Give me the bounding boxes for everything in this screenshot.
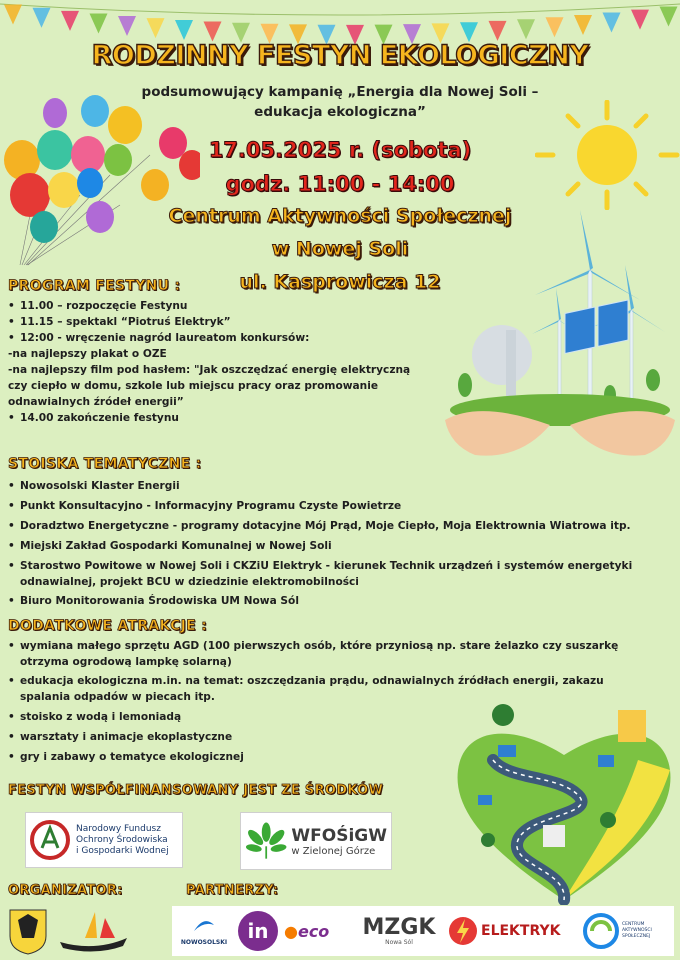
list-item: • 12:00 - wręczenie nagród laureatom konkursów: [8,332,310,344]
event-hours: godz. 11:00 - 14:00 [225,172,455,196]
stands-heading: STOISKA TEMATYCZNE : [8,456,202,472]
nfosigw-logo [25,812,183,868]
nfosigw-line-3: i Gospodarki Wodnej [76,845,169,856]
bunting-flag [489,21,507,41]
list-item: • Biuro Monitorowania Środowiska UM Nowa Sól [8,595,299,607]
partner-nowosolski-logo: NOWOSOLSKI [176,917,232,946]
list-item: • Nowosolski Klaster Energii [8,480,180,492]
list-item: • edukacja ekologiczna m.in. na temat: oszczędzania prądu, odnawialnych źródłach energii, zakazu [8,675,604,687]
wave-icon [192,917,216,935]
wfosigw-name: WFOŚiGW [291,825,387,846]
nfosigw-emblem-icon [30,818,70,862]
program-list [8,298,448,426]
bunting-flag [546,17,564,37]
bunting-flag [118,16,136,36]
venue-name: Centrum Aktywności Społecznej [168,205,512,227]
bunting-flag [61,11,79,31]
subtitle-line-1: podsumowujący kampanię „Energia dla Nowej Soli – [141,84,539,100]
list-item: • warsztaty i animacje ekoplastyczne [8,731,233,743]
partner-eco-logo: ●eco [284,921,330,941]
list-item: • 11.15 – spektakl “Piotruś Elektryk” [8,316,231,328]
bunting-flag [4,4,22,24]
list-item: • 14.00 zakończenie festynu [8,412,179,424]
list-item: • 11.00 – rozpoczęcie Festynu [8,300,188,312]
bunting-flag [33,8,51,28]
program-sub-line: odnawialnych źródeł energii” [8,396,184,408]
list-item: • Doradztwo Energetyczne - programy dotacyjne Mój Prąd, Moje Ciepło, Moja Elektrownia Wiatrowa itp. [8,520,631,532]
cas-emblem-icon [582,912,620,950]
partner-cas-logo: CENTRUM AKTYWNOŚCI SPOŁECZNEJ [582,912,652,950]
partners-label: PARTNERZY: [186,883,279,898]
nfosigw-line-1: Narodowy Fundusz [76,823,161,834]
list-item-continuation: otrzyma ogrodową lampkę solarną) [20,656,232,668]
partner-elektryk-logo: ELEKTRYK [448,914,576,948]
stands-list [8,478,673,609]
bunting-flag [631,10,649,30]
bunting-flag [204,22,222,42]
partners-logo-strip [172,906,674,956]
bunting-flag [517,19,535,39]
wfosigw-sub: w Zielonej Górze [291,845,376,857]
event-title: RODZINNY FESTYN EKOLOGICZNY [91,40,589,71]
lightning-bolt-icon [448,914,478,948]
attractions-list [8,638,673,765]
program-sub-line: -na najlepszy film pod hasłem: "Jak oszczędzać energię elektryczną [8,364,411,376]
list-item: • Starostwo Powitowe w Nowej Soli i CKZiU Elektryk - kierunek Technik urządzeń i systemów energetyki [8,560,633,572]
event-subtitle [0,82,680,122]
program-heading: PROGRAM FESTYNU : [8,278,181,294]
bunting-flag [603,12,621,32]
venue-city: w Nowej Soli [271,238,409,260]
attractions-heading: DODATKOWE ATRAKCJE : [8,618,208,634]
venue-address: ul. Kasprowicza 12 [239,271,441,293]
list-item: • gry i zabawy o tematyce ekologicznej [8,751,244,763]
list-item: • Miejski Zakład Gospodarki Komunalnej w Nowej Soli [8,540,332,552]
list-item: • stoisko z wodą i lemoniadą [8,711,182,723]
list-item-continuation: odnawialnej, projekt BCU w dziedzinie elektromobilności [20,576,359,588]
partner-mzgk-logo: MZGK Nowa Sól [362,914,436,946]
list-item: • wymiana małego sprzętu AGD (100 pierwszych osób, które przyniosą np. stare żelazko czy suszarkę [8,640,619,652]
organizer-label: ORGANIZATOR: [8,883,123,898]
organizer-boat-logo [55,908,133,956]
list-item-continuation: spalania odpadów w piecach itp. [20,691,215,703]
funding-heading: FESTYN WSPÓŁFINANSOWANY JEST ZE ŚRODKÓW [8,783,384,798]
nfosigw-line-2: Ochrony Środowiska [76,834,168,845]
partner-in-logo: in [238,911,278,951]
bunting-flag [660,6,678,26]
subtitle-line-2: edukacja ekologiczna” [254,104,426,120]
wfosigw-logo [240,812,392,870]
bunting-flag [147,18,165,38]
bunting-flag [90,14,108,34]
program-sub-line: czy ciepło w domu, szkole lub miejscu pracy oraz promowanie [8,380,379,392]
list-item: • Punkt Konsultacyjno - Informacyjny Programu Czyste Powietrze [8,500,402,512]
program-sub-line: -na najlepszy plakat o OZE [8,348,167,360]
nowa-sol-coat-of-arms-icon [8,908,48,956]
bunting-flag [175,20,193,40]
chestnut-leaf-icon [245,819,287,863]
event-date: 17.05.2025 r. (sobota) [208,138,472,162]
bunting-flag [574,15,592,35]
